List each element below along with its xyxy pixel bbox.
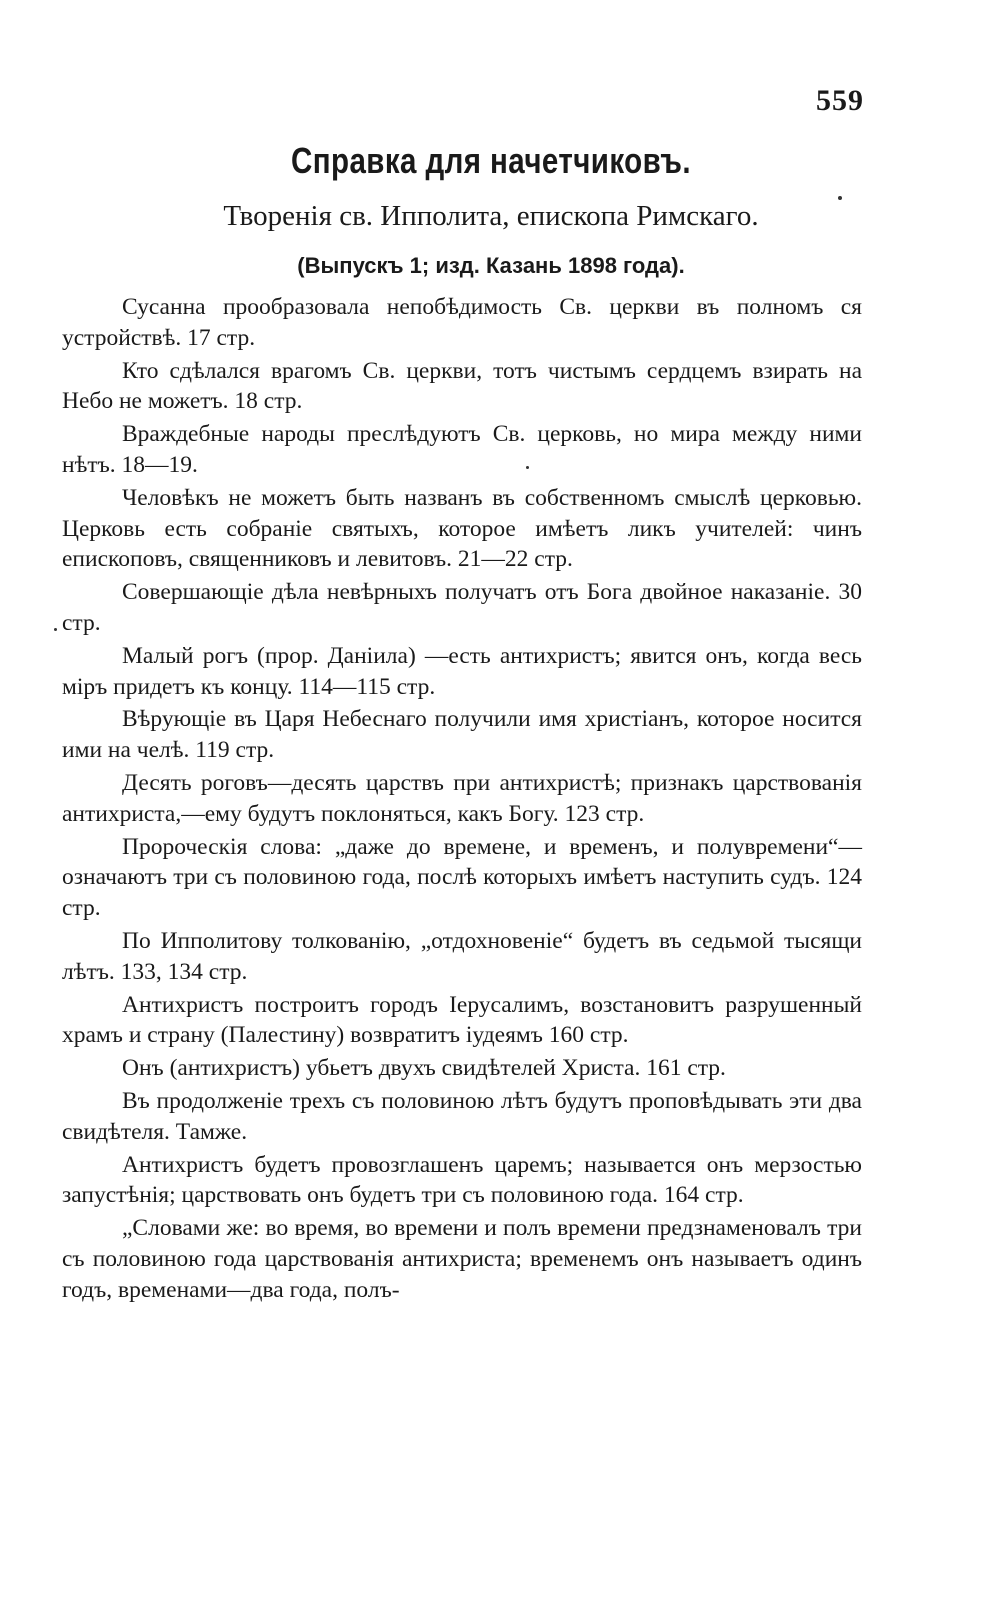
paragraph: Малый рогъ (прор. Даніила) —есть антихристъ; явится онъ, когда весь міръ придетъ къ концу. 114—115 стр. (62, 642, 862, 700)
paragraph: Кто сдѣлался врагомъ Св. церкви, тотъ чистымъ сердцемъ взирать на Небо не можетъ. 18 стр. (62, 357, 862, 415)
print-speck (838, 196, 842, 200)
paragraph: Въ продолженіе трехъ съ половиною лѣтъ будутъ проповѣдывать эти два свидѣтеля. Тамже. (62, 1087, 862, 1145)
paragraph: Пророческія слова: „даже до времене, и временъ, и полувремени“—означаютъ три съ половиною года, послѣ которыхъ имѣетъ наступить судъ. 124 стр. (62, 833, 862, 922)
page-number: 559 (816, 84, 864, 117)
paragraph: Человѣкъ не можетъ быть названъ въ собственномъ смыслѣ церковью. Церковь есть собраніе святыхъ, которое имѣетъ ликъ учителей: чинъ епископовъ, священниковъ и левитовъ. 21—22 стр. (62, 484, 862, 573)
paragraph: „Словами же: во время, во времени и полъ времени предзнаменовалъ три съ половиною года царствованія антихриста; временемъ онъ называетъ одинъ годъ, временами—два года, полъ- (62, 1215, 862, 1303)
page-subtitle: Творенія св. Ипполита, епископа Римскаго. (223, 200, 759, 232)
paragraph: Антихристъ будетъ провозглашенъ царемъ; называется онъ мерзостью запустѣнія; царствовать онъ будетъ три съ половиною года. 164 стр. (62, 1151, 862, 1209)
paragraph: Сусанна прообразовала непобѣдимость Св. церкви въ полномъ ся устройствѣ. 17 стр. (62, 294, 862, 351)
print-speck (54, 628, 57, 631)
paragraph: Враждебные народы преслѣдуютъ Св. церковь, но мира между ними нѣтъ. 18—19. (62, 421, 862, 478)
paragraph: Антихристъ построитъ городъ Іерусалимъ, возстановитъ разрушенный храмъ и страну (Палестину) возвратитъ іудеямъ 160 стр. (62, 991, 862, 1049)
paragraph: Онъ (антихристъ) убьетъ двухъ свидѣтелей Христа. 161 стр. (122, 1055, 726, 1082)
paragraph: Совершающіе дѣла невѣрныхъ получатъ отъ Бога двойное наказаніе. 30 стр. (62, 579, 862, 636)
print-speck (526, 466, 529, 469)
page-title: Справка для начетчиковъ. (291, 140, 691, 181)
body-text (62, 292, 862, 1308)
paragraph: Вѣрующіе въ Царя Небеснаго получили имя христіанъ, которое носится ими на челѣ. 119 стр. (62, 706, 862, 764)
paragraph: Десять роговъ—десять царствъ при антихристѣ; признакъ царствованія антихриста,—ему будутъ поклоняться, какъ Богу. 123 стр. (62, 769, 862, 827)
paragraph: По Ипполитову толкованію, „отдохновеніе“ будетъ въ седьмой тысящи лѣтъ. 133, 134 стр. (62, 927, 862, 985)
edition-note: (Выпускъ 1; изд. Казань 1898 года). (297, 253, 685, 278)
